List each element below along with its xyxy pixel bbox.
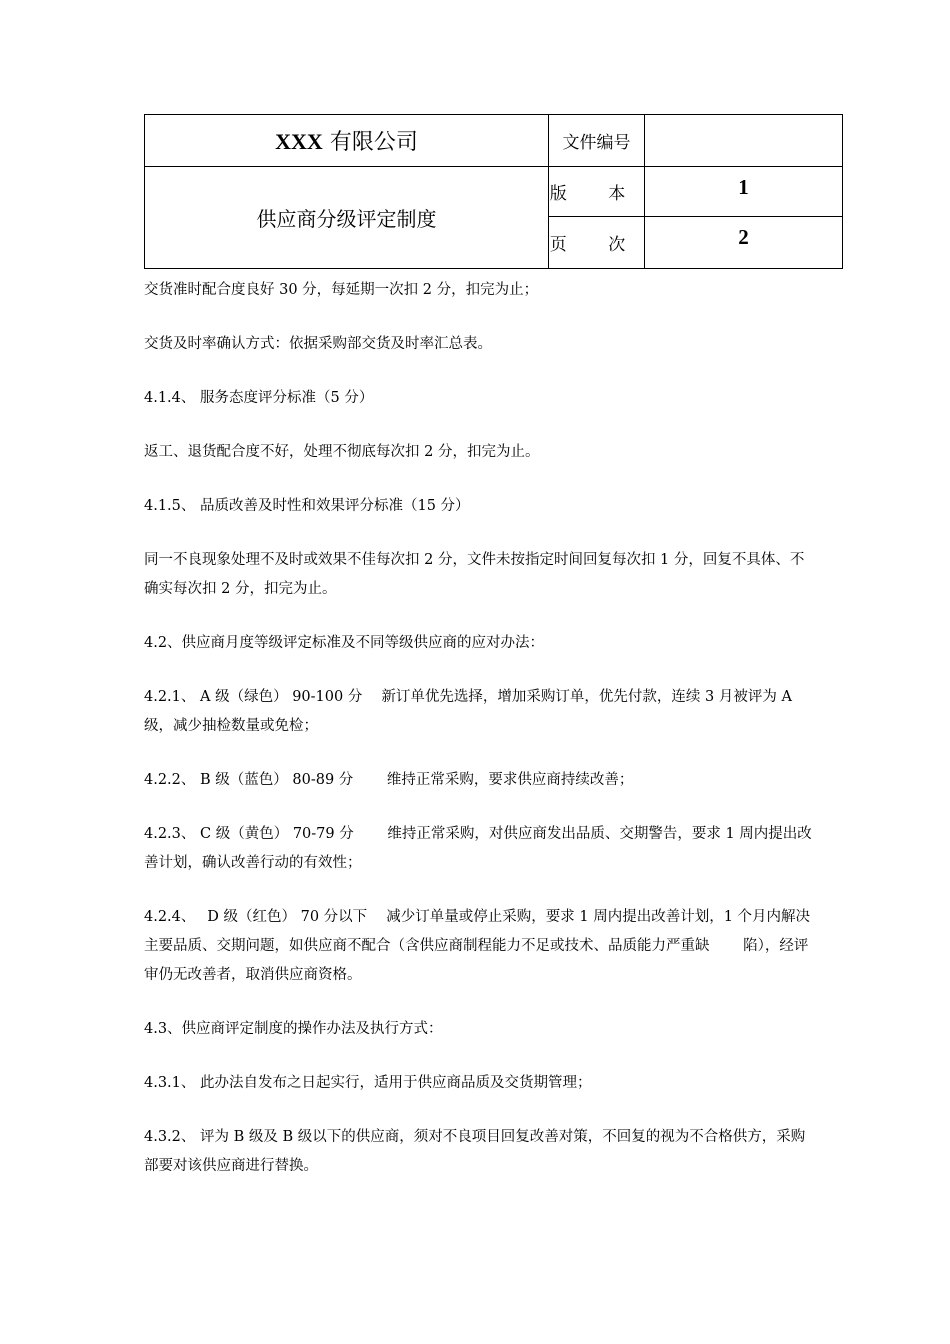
heading-4-3: 4.3、供应商评定制度的操作办法及执行方式： xyxy=(144,1021,443,1037)
document-title: 供应商分级评定制度 xyxy=(145,167,549,269)
paragraph-4-2-4-grade-d: 4.2.4、 D 级（红色） 70 分以下 减少订单量或停止采购，要求 1 周内提出改善计划，1 个月内解决主要品质、交期问题，如供应商不配合（含供应商制程能力不足或技术、品质能力严重缺 陷），经评审仍无改善者，取消供应商资格。 xyxy=(144,909,811,983)
paragraph-4-3-2: 4.3.2、 评为 B 级及 B 级以下的供应商，须对不良项目回复改善对策，不回复的视为不合格供方，采购部要对该供应商进行替换。 xyxy=(144,1129,806,1174)
heading-4-1-5: 4.1.5、 品质改善及时性和效果评分标准（15 分） xyxy=(144,498,470,514)
file-number-value xyxy=(645,115,843,167)
version-value: 1 xyxy=(645,167,843,217)
company-name xyxy=(145,115,549,167)
heading-4-2: 4.2、供应商月度等级评定标准及不同等级供应商的应对办法： xyxy=(144,635,545,651)
file-number-label: 文件编号 xyxy=(549,115,645,167)
page-value: 2 xyxy=(645,217,843,269)
version-label: 版 本 xyxy=(549,167,645,217)
paragraph-quality-improvement: 同一不良现象处理不及时或效果不佳每次扣 2 分，文件未按指定时间回复每次扣 1 分，回复不具体、不确实每次扣 2 分，扣完为止。 xyxy=(144,552,805,597)
paragraph-delivery-confirm: 交货及时率确认方式：依据采购部交货及时率汇总表。 xyxy=(144,336,492,352)
document-body xyxy=(144,276,814,1181)
company-name-rest: 有限公司 xyxy=(322,130,418,155)
paragraph-4-2-2-grade-b: 4.2.2、 B 级（蓝色） 80-89 分 维持正常采购，要求供应商持续改善； xyxy=(144,772,634,788)
heading-4-1-4: 4.1.4、 服务态度评分标准（5 分） xyxy=(144,390,374,406)
page-label: 页 次 xyxy=(549,217,645,269)
paragraph-service-attitude: 返工、退货配合度不好，处理不彻底每次扣 2 分，扣完为止。 xyxy=(144,444,540,460)
paragraph-4-3-1: 4.3.1、 此办法自发布之日起实行，适用于供应商品质及交货期管理； xyxy=(144,1075,592,1091)
paragraph-4-2-3-grade-c: 4.2.3、 C 级（黄色） 70-79 分 维持正常采购，对供应商发出品质、交期警告，要求 1 周内提出改善计划，确认改善行动的有效性； xyxy=(144,826,812,871)
document-header-table xyxy=(144,114,843,269)
paragraph-delivery-score: 交货准时配合度良好 30 分，每延期一次扣 2 分，扣完为止； xyxy=(144,282,539,298)
company-name-bold: XXX xyxy=(275,129,323,154)
paragraph-4-2-1-grade-a: 4.2.1、 A 级（绿色） 90-100 分 新订单优先选择，增加采购订单，优先付款，连续 3 月被评为 A 级，减少抽检数量或免检； xyxy=(144,689,792,734)
